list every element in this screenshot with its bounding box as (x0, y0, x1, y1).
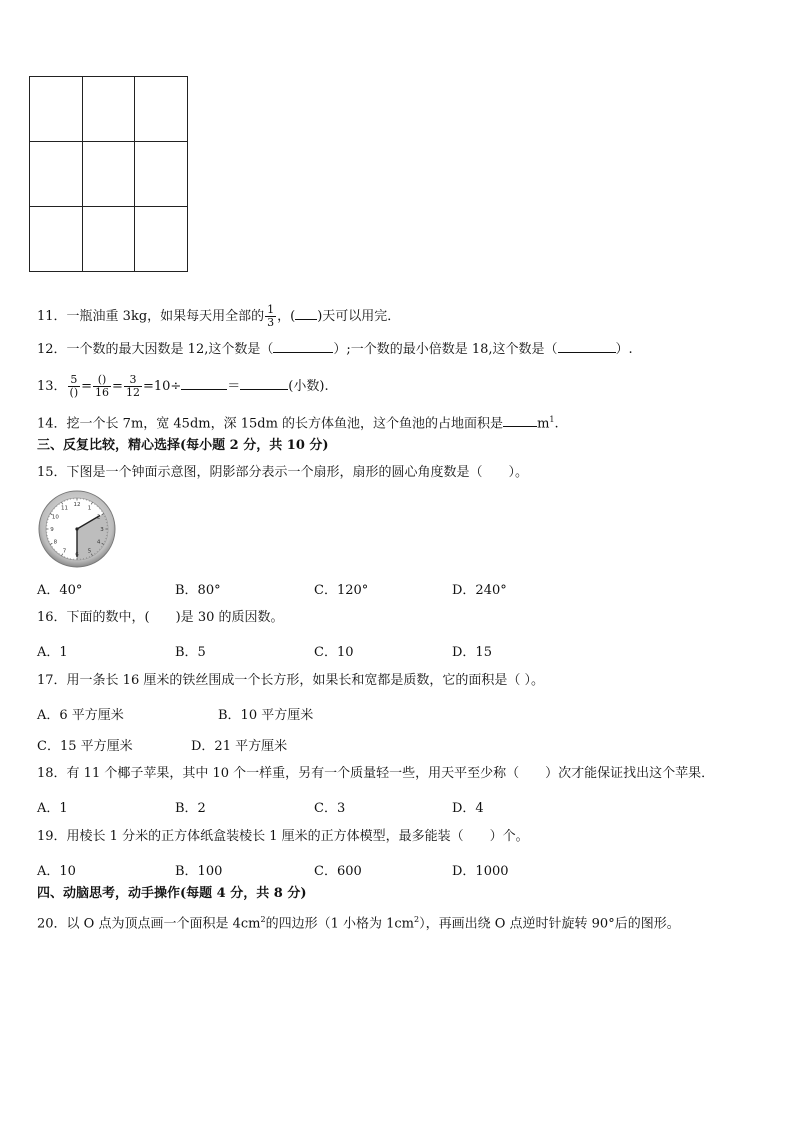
q11-blank[interactable] (295, 307, 317, 320)
q16-option-c[interactable]: C．10 (314, 645, 354, 660)
q13-blank-2[interactable] (240, 377, 288, 390)
q14-sup: 1 (549, 415, 555, 424)
question-18: 18．有 11 个椰子苹果，其中 10 个一样重，另有一个质量轻一些，用天平至少称（ ）次才能保证找出这个苹果． (37, 766, 715, 781)
q17-option-a[interactable]: A．6 平方厘米 (37, 708, 124, 723)
q13-fraction-1: $\frac{5}{()}$ (69, 373, 79, 399)
grid-figure (29, 76, 188, 272)
q11-fraction: $\frac{1}{3}$ (267, 303, 275, 329)
q11-text-c: )天可以用完． (317, 309, 401, 324)
q18-option-a[interactable]: A．1 (37, 801, 68, 816)
clock-figure (37, 489, 117, 569)
question-19: 19．用棱长 1 分米的正方体纸盒装棱长 1 厘米的正方体模型，最多能装（ ）个。 (37, 829, 529, 844)
q15-option-d[interactable]: D．240° (452, 583, 507, 598)
clock-number-7: 7 (62, 548, 67, 555)
clock-number-9: 9 (50, 527, 54, 533)
q20-text-c: ），再画出绕 O 点逆时针旋转 90°后的图形。 (419, 916, 680, 932)
q12-blank-1[interactable] (273, 340, 333, 353)
q12-text-c: ）. (615, 342, 633, 357)
q20-text-a: 20．以 O 点为顶点画一个面积是 4cm (37, 916, 261, 932)
q13-prefix: 13． (37, 379, 67, 394)
q13-fraction-2: $\frac{()}{16}$ (95, 373, 110, 399)
q18-option-c[interactable]: C．3 (314, 801, 346, 816)
clock-number-5: 5 (87, 548, 92, 555)
q13-tail: (小数). (288, 379, 329, 394)
q17-option-c[interactable]: C．15 平方厘米 (37, 739, 133, 754)
q19-option-d[interactable]: D．1000 (452, 864, 509, 879)
question-20 (37, 912, 680, 932)
q12-blank-2[interactable] (558, 340, 616, 353)
clock-number-12: 12 (73, 502, 81, 508)
section-3-heading: 三、反复比较，精心选择(每小题 2 分，共 10 分) (37, 438, 329, 453)
question-14 (37, 412, 559, 432)
clock-number-3: 3 (100, 527, 104, 533)
clock-number-1: 1 (87, 505, 92, 512)
clock-center (75, 527, 78, 530)
q16-option-b[interactable]: B．5 (175, 645, 206, 660)
q11-text-b: ，( (277, 309, 296, 324)
q14-end: . (554, 416, 559, 432)
q12-text-b: ）;一个数的最小倍数是 18,这个数是（ (333, 342, 558, 357)
q14-blank[interactable] (503, 414, 537, 427)
q13-eq-1: = (81, 379, 93, 394)
question-12 (37, 340, 633, 358)
question-16: 16．下面的数中，( )是 30 的质因数。 (37, 610, 284, 625)
q20-text-b: 的四边形（1 小格为 1cm (265, 916, 414, 932)
q13-eq-2: = (112, 379, 123, 394)
q16-option-d[interactable]: D．15 (452, 645, 492, 660)
clock-number-6: 6 (75, 552, 79, 558)
question-15: 15．下图是一个钟面示意图，阴影部分表示一个扇形，扇形的圆心角度数是（ ）。 (37, 465, 529, 480)
q13-div: =10÷ (142, 379, 182, 394)
clock-number-2: 2 (96, 514, 101, 521)
q19-option-b[interactable]: B．100 (175, 864, 223, 879)
clock-number-4: 4 (96, 539, 101, 546)
q14-text: 14．挖一个长 7m，宽 45dm，深 15dm 的长方体鱼池，这个鱼池的占地面积是 (37, 416, 504, 432)
q13-eq-3: ＝ (227, 379, 241, 394)
q13-fraction-3: $\frac{3}{12}$ (125, 373, 140, 399)
q16-option-a[interactable]: A．1 (37, 645, 68, 660)
q18-option-d[interactable]: D．4 (452, 801, 484, 816)
q12-text: 12．一个数的最大因数是 12,这个数是（ (37, 342, 274, 357)
q15-option-c[interactable]: C．120° (314, 583, 369, 598)
q14-unit: m (537, 416, 550, 432)
q20-sup-2: 2 (414, 915, 420, 924)
q18-option-b[interactable]: B．2 (175, 801, 206, 816)
clock-number-11: 11 (61, 505, 68, 512)
section-4-heading: 四、动脑思考，动手操作(每题 4 分，共 8 分) (37, 886, 307, 901)
q15-option-b[interactable]: B．80° (175, 583, 221, 598)
q19-option-a[interactable]: A．10 (37, 864, 76, 879)
clock-number-10: 10 (51, 514, 59, 521)
question-13 (37, 374, 329, 399)
q15-option-a[interactable]: A．40° (37, 583, 83, 598)
q13-blank-1[interactable] (181, 377, 227, 390)
question-17: 17．用一条长 16 厘米的铁丝围成一个长方形，如果长和宽都是质数，它的面积是（ ）。 (37, 673, 544, 688)
clock-number-8: 8 (53, 539, 58, 546)
q20-sup-1: 2 (260, 915, 266, 924)
q11-text: 11．一瓶油重 3kg，如果每天用全部的 (37, 309, 265, 324)
q17-option-d[interactable]: D．21 平方厘米 (191, 739, 288, 754)
q17-option-b[interactable]: B．10 平方厘米 (218, 708, 314, 723)
q19-option-c[interactable]: C．600 (314, 864, 362, 879)
question-11 (37, 304, 400, 329)
